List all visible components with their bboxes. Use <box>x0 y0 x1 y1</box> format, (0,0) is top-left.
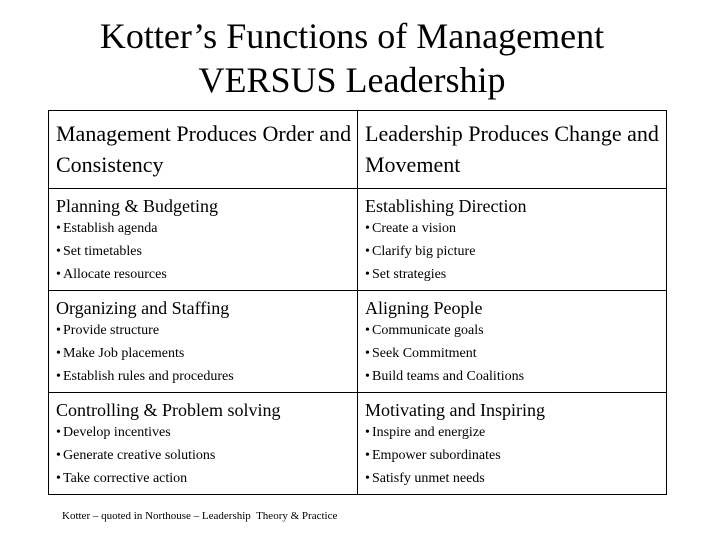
bullet-icon: • <box>365 221 370 236</box>
bullet-item: • Set strategies <box>365 263 666 286</box>
leadership-cell <box>358 291 667 393</box>
management-cell <box>49 189 358 291</box>
cell-heading: Controlling & Problem solving <box>56 400 281 420</box>
bullet-item: • Generate creative solutions <box>56 444 357 467</box>
bullet-icon: • <box>56 369 61 384</box>
bullet-icon: • <box>365 448 370 463</box>
bullet-icon: • <box>56 244 61 259</box>
bullet-item: • Satisfy unmet needs <box>365 467 666 490</box>
bullet-item: • Empower subordinates <box>365 444 666 467</box>
table-header-row <box>49 111 667 189</box>
bullet-icon: • <box>56 448 61 463</box>
bullet-item: • Allocate resources <box>56 263 357 286</box>
bullet-item: • Make Job placements <box>56 342 357 365</box>
bullet-item: • Establish rules and procedures <box>56 365 357 388</box>
bullet-icon: • <box>365 425 370 440</box>
header-management: Management Produces Order and Consistency <box>49 111 358 189</box>
management-cell <box>49 291 358 393</box>
bullet-icon: • <box>365 346 370 361</box>
comparison-table <box>48 110 667 495</box>
bullet-item: • Provide structure <box>56 319 357 342</box>
bullet-icon: • <box>365 323 370 338</box>
bullet-icon: • <box>56 267 61 282</box>
bullet-item: • Clarify big picture <box>365 240 666 263</box>
bullet-item: • Develop incentives <box>56 421 357 444</box>
bullet-item: • Build teams and Coalitions <box>365 365 666 388</box>
bullet-item: • Take corrective action <box>56 467 357 490</box>
cell-heading: Organizing and Staffing <box>56 298 230 318</box>
bullet-icon: • <box>56 471 61 486</box>
title-line-1: Kotter’s Functions of Management <box>99 16 605 56</box>
bullet-item: • Seek Commitment <box>365 342 666 365</box>
table-row <box>49 291 667 393</box>
bullet-item: • Inspire and energize <box>365 421 666 444</box>
title-line-2: VERSUS Leadership <box>198 60 506 100</box>
bullet-item: • Set timetables <box>56 240 357 263</box>
table-row <box>49 393 667 495</box>
source-citation: Kotter – quoted in Northouse – Leadership Theory & Practice <box>62 510 338 522</box>
management-cell <box>49 393 358 495</box>
bullet-icon: • <box>56 323 61 338</box>
header-leadership: Leadership Produces Change and Movement <box>358 111 667 189</box>
bullet-item: • Communicate goals <box>365 319 666 342</box>
cell-heading: Establishing Direction <box>365 196 527 216</box>
bullet-icon: • <box>365 369 370 384</box>
cell-heading: Motivating and Inspiring <box>365 400 545 420</box>
bullet-item: • Create a vision <box>365 217 666 240</box>
bullet-icon: • <box>365 267 370 282</box>
bullet-item: • Establish agenda <box>56 217 357 240</box>
leadership-cell <box>358 189 667 291</box>
leadership-cell <box>358 393 667 495</box>
bullet-icon: • <box>365 244 370 259</box>
bullet-icon: • <box>56 346 61 361</box>
bullet-icon: • <box>365 471 370 486</box>
table-row <box>49 189 667 291</box>
slide-title <box>0 14 704 102</box>
bullet-icon: • <box>56 221 61 236</box>
cell-heading: Aligning People <box>365 298 483 318</box>
bullet-icon: • <box>56 425 61 440</box>
cell-heading: Planning & Budgeting <box>56 196 218 216</box>
